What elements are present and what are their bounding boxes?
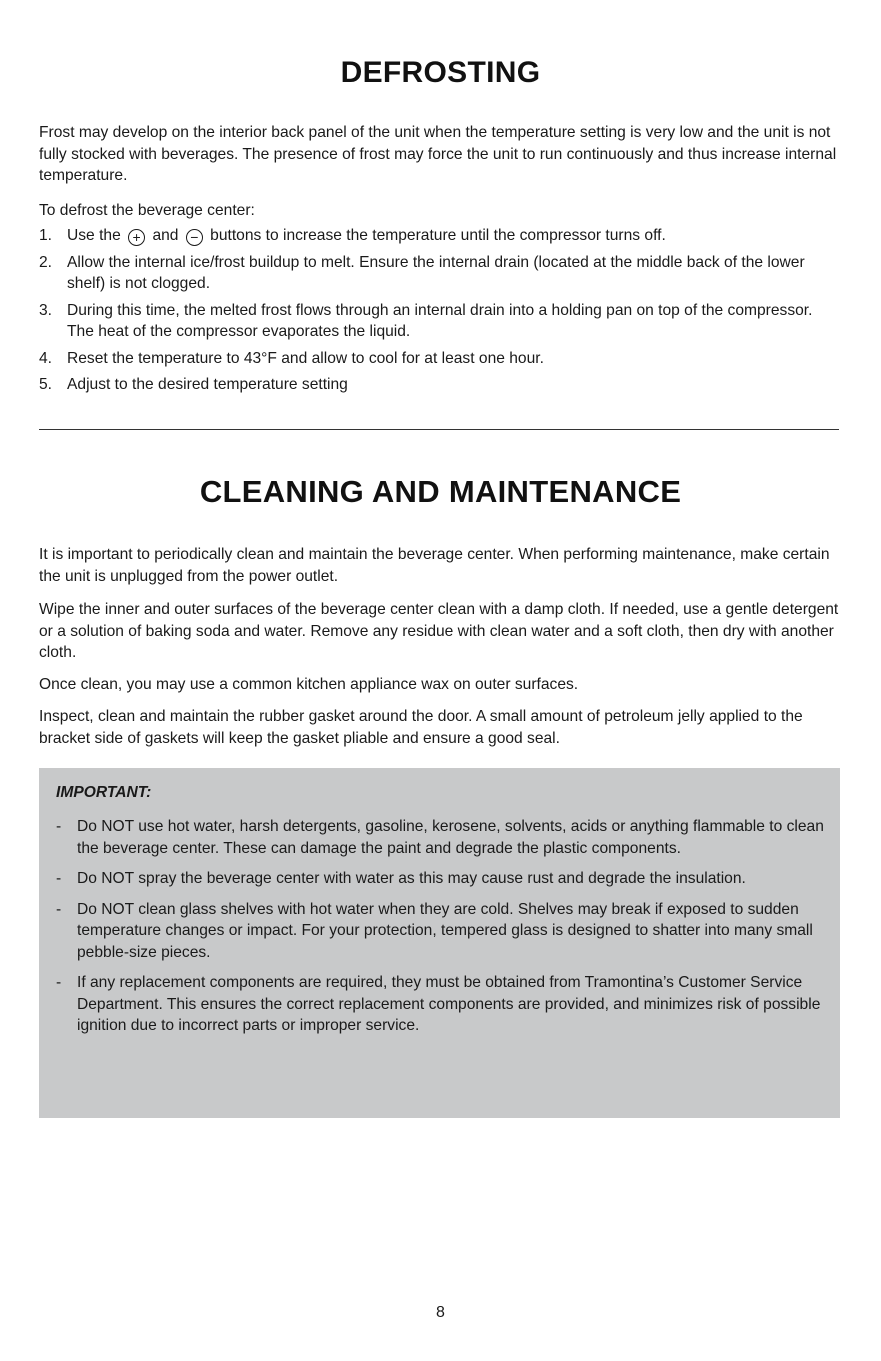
step-text-post: buttons to increase the temperature until the compressor turns off. (210, 227, 666, 244)
defrosting-lead: To defrost the beverage center: (39, 202, 255, 219)
important-item-text: If any replacement components are required, they must be obtained from Tramontina’s Customer Service Department. This ensures the correct replacement components are provided, and minimizes risk of possible ignition due to incorrect parts or improper service. (77, 974, 821, 1034)
important-notice-box (39, 768, 840, 1118)
important-item-text: Do NOT use hot water, harsh detergents, gasoline, kerosene, solvents, acids or anything flammable to clean the beverage center. These can damage the paint and degrade the plastic components. (77, 818, 824, 857)
important-heading: IMPORTANT: (56, 784, 152, 801)
step-text-pre: Use the (67, 227, 121, 244)
important-item-text: Do NOT clean glass shelves with hot water when they are cold. Shelves may break if exposed to sudden temperature changes or impact. For your protection, tempered glass is designed to shatter into many small pebble-size pieces. (77, 900, 813, 961)
dash-bullet: - (56, 818, 62, 835)
cleaning-paragraph: It is important to periodically clean and maintain the beverage center. When performing maintenance, make certain the unit is unplugged from the power outlet. (39, 546, 830, 585)
important-item (56, 899, 831, 964)
defrost-step (39, 300, 839, 343)
important-item (56, 816, 831, 859)
step-number: 2. (39, 253, 53, 271)
cleaning-paragraph: Once clean, you may use a common kitchen appliance wax on outer surfaces. (39, 676, 579, 693)
defrost-steps-list (39, 225, 839, 401)
defrost-step (39, 225, 839, 247)
minus-circle-icon: − (186, 229, 203, 246)
defrosting-title: DEFROSTING (340, 56, 541, 89)
cleaning-paragraph: Wipe the inner and outer surfaces of the beverage center clean with a damp cloth. If needed, use a gentle detergent or a solution of baking soda and water. Remove any residue with clean water and a soft cloth, then dry with another cloth. (39, 601, 839, 661)
defrosting-intro: Frost may develop on the interior back panel of the unit when the temperature setting is very low and the unit is not fully stocked with beverages. The presence of frost may force the unit to run continuously and thus increase internal temperature. (39, 124, 837, 184)
important-item (56, 972, 831, 1037)
defrost-step (39, 252, 839, 295)
page-number: 8 (436, 1304, 445, 1321)
important-item (56, 868, 831, 890)
defrost-step (39, 374, 839, 396)
step-text: During this time, the melted frost flows through an internal drain into a holding pan on top of the compressor. The heat of the compressor evaporates the liquid. (67, 301, 813, 340)
step-text: Reset the temperature to 43°F and allow to cool for at least one hour. (67, 349, 544, 367)
step-number: 3. (39, 301, 53, 319)
section-divider (39, 429, 839, 430)
step-text: Allow the internal ice/frost buildup to melt. Ensure the internal drain (located at the middle back of the lower shelf) is not clogged. (67, 253, 805, 292)
dash-bullet: - (56, 900, 62, 918)
cleaning-title: CLEANING AND MAINTENANCE (199, 474, 682, 509)
important-item-text: Do NOT spray the beverage center with water as this may cause rust and degrade the insulation. (77, 870, 746, 887)
plus-circle-icon: + (128, 229, 145, 246)
important-list (56, 816, 831, 1046)
step-number: 1. (39, 227, 53, 244)
step-text-mid: and (152, 227, 179, 244)
dash-bullet: - (56, 974, 62, 991)
dash-bullet: - (56, 870, 62, 887)
step-text: Adjust to the desired temperature setting (67, 376, 348, 393)
cleaning-paragraph: Inspect, clean and maintain the rubber gasket around the door. A small amount of petroleum jelly applied to the bracket side of gaskets will keep the gasket pliable and ensure a good seal. (39, 708, 803, 747)
defrost-step (39, 348, 839, 370)
step-number: 4. (39, 349, 53, 367)
step-number: 5. (39, 376, 53, 393)
